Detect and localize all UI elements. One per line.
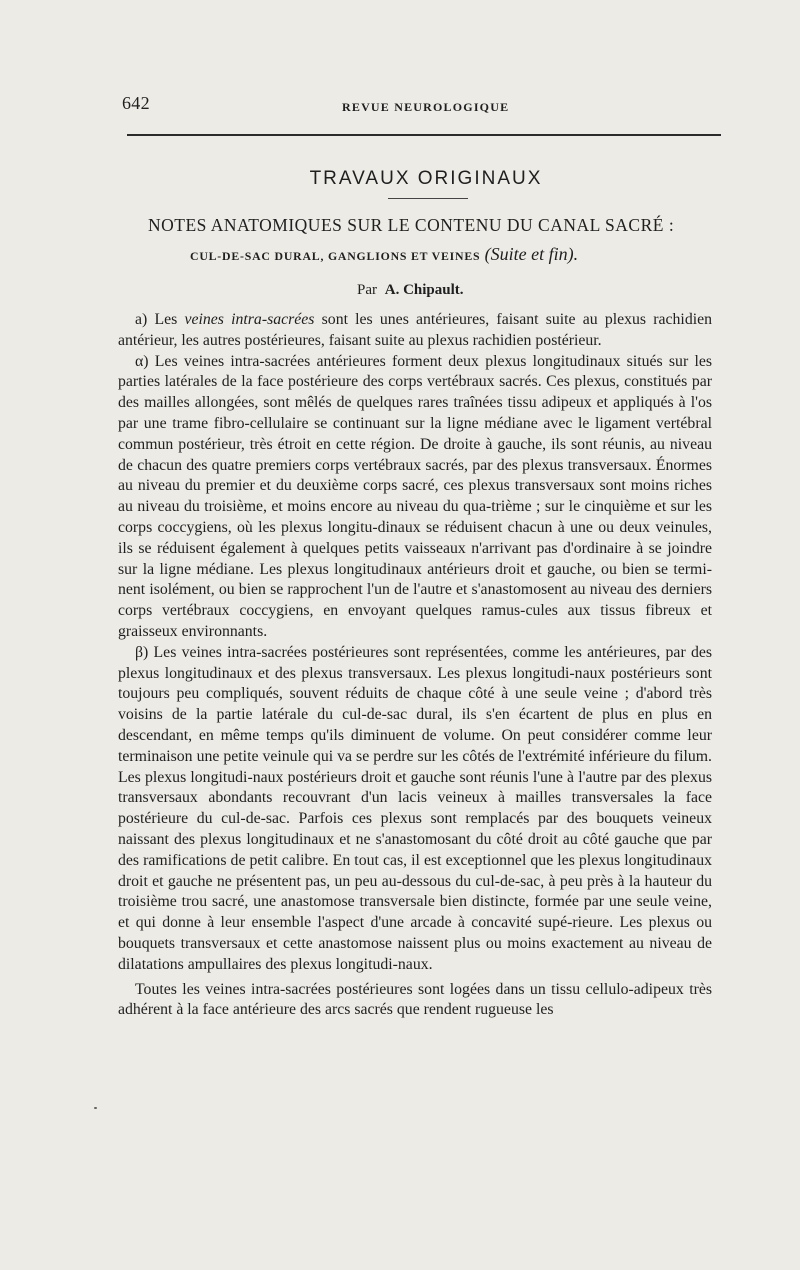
subtitle-italic: (Suite et fin). <box>484 244 579 264</box>
paragraph-veines-posterieures: β) Les veines intra-sacrées postérieures sont représentées, comme les antérieures, par des plexus longitudinaux et des plexus transversaux. Les plexus longitudi-naux postérieurs sont toujours peu compliqués, souvent réduits de chaque côté à une seule veine ; d'abord très voisins de la partie latérale du cul-de-sac dural, ils s'en écartent de plus en plus en descendant, en même temps qu'ils diminuent de volume. On peut considérer comme leur terminaison une petite veinule qui va se perdre sur les côtés de l'extrémité inférieure du filum. Les plexus longitudi-naux postérieurs droit et gauche sont réunis l'une à l'autre par des plexus transversaux abondants recouvrant d'un lacis veineux à mailles transversales la face postérieure du cul-de-sac. Parfois ces plexus sont remplacés par des bouquets veineux naissant des plexus longitudinaux et ne s'anastomosant du côté droit au côté gauche que par des ramifications de petit calibre. En tout cas, il est exceptionnel que les plexus longitudinaux droit et gauche ne présentent pas, un peu au-dessous du cul-de-sac, à peu près à la hauteur du troisième trou sacré, une anastomose transversale bien distincte, formée par une seule veine, et qui donne à leur ensemble l'aspect d'une arcade à concavité supé-rieure. Les plexus ou bouquets transversaux et cette anastomose naissent plus ou moins exactement au niveau de dilatations ampullaires des plexus longitudi-naux. <box>118 643 712 973</box>
paragraph-veines-anterieures: α) Les veines intra-sacrées antérieures forment deux plexus longitudinaux situés sur les parties latérales de la face postérieure des corps vertébraux sacrés. Ces plexus, constitués par des mailles allongées, sont mêlés de quelques rares traînées tissu adipeux et appliqués à l'os par une trame fibro-cellulaire se continuant sur la ligne médiane avec le ligament vertébral commun postérieur, très étroit en cette région. De droite à gauche, ils sont réunis, au niveau de chacun des quatre premiers corps vertébraux sacrés, par des plexus transversaux. Énormes au niveau du premier et du deuxième corps sacré, ces plexus transversaux sont moins riches au niveau du troisième, et moins encore au niveau du qua-trième ; sur le cinquième et sur les corps coccygiens, où les plexus longitu-dinaux se réduisent chacun à une ou deux veinules, ils se réduisent également à quelques petits vaisseaux n'arrivant pas d'ordinaire à se joindre sur la ligne médiane. Les plexus longitudinaux antérieurs droit et gauche, ou bien se termi-nent isolément, ou bien se rapprochent l'un de l'autre et s'anastomosent au niveau des derniers corps vertébraux coccygiens, en envoyant quelques ramus-cules aux tissus fibreux et graisseux environnants. <box>118 352 712 640</box>
page-header <box>122 93 720 121</box>
author-name: A. Chipault. <box>384 282 464 298</box>
paragraph-tissu-cellulo-adipeux: Toutes les veines intra-sacrées postérieures sont logées dans un tissu cellulo-adipeux très adhérent à la face antérieure des arcs sacrés que rendent rugueuse les <box>118 980 712 1019</box>
article-title: NOTES ANATOMIQUES SUR LE CONTENU DU CANAL SACRÉ : <box>148 215 675 235</box>
running-title: REVUE NEUROLOGIQUE <box>342 100 510 114</box>
paragraph-intro-italic: veines intra-sacrées <box>184 311 315 328</box>
article-body <box>118 310 712 1021</box>
byline-prefix: Par <box>357 282 377 298</box>
page-number: 642 <box>122 93 150 113</box>
byline <box>357 282 464 299</box>
section-rule <box>388 198 468 199</box>
print-mark <box>94 1107 97 1109</box>
paragraph-veines-intro <box>118 310 712 352</box>
paragraph-intro-rest: sont les unes antérieures, faisant suite au plexus rachidien antérieur, les autres postérieures, faisant suite au plexus rachidien postérieur. <box>118 311 713 349</box>
section-title: TRAVAUX ORIGINAUX <box>309 168 543 189</box>
paragraph-intro-lead: a) Les <box>135 311 178 328</box>
article-subtitle <box>190 244 710 265</box>
subtitle-smallcaps: CUL-DE-SAC DURAL, GANGLIONS ET VEINES <box>190 249 481 263</box>
header-rule <box>127 134 721 136</box>
